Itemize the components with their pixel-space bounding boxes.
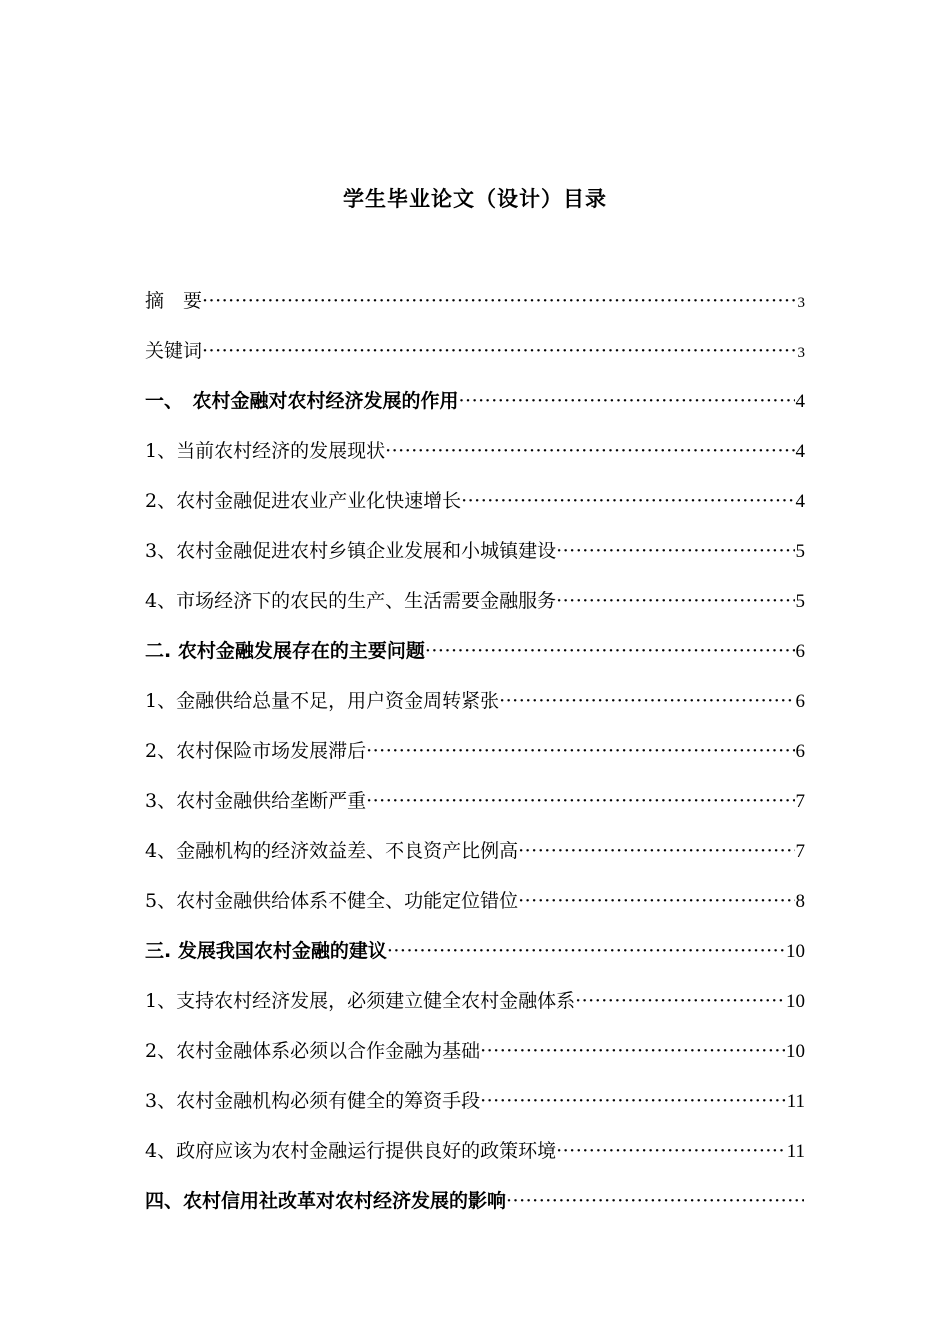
toc-leader-dots — [202, 333, 796, 369]
toc-entry-page: 11 — [786, 1091, 805, 1112]
toc-entry[interactable] — [145, 1133, 805, 1183]
toc-entry[interactable] — [145, 283, 805, 333]
toc-entry-label: 二. 农村金融发展存在的主要问题 — [145, 640, 425, 662]
toc-entry-label: 3、农村金融供给垄断严重 — [145, 790, 367, 812]
toc-entry-label: 4、政府应该为农村金融运行提供良好的政策环境 — [145, 1140, 557, 1162]
toc-entry-label: 三. 发展我国农村金融的建议 — [145, 940, 387, 962]
toc-entry-page: 4 — [795, 491, 805, 512]
toc-entry[interactable] — [145, 983, 805, 1033]
toc-section-entry[interactable] — [145, 383, 805, 433]
toc-entry-page: 10 — [786, 991, 805, 1012]
toc-leader-dots — [461, 483, 794, 519]
toc-entry-page: 3 — [797, 295, 805, 311]
toc-entry-page: 5 — [795, 591, 805, 612]
toc-entry[interactable] — [145, 833, 805, 883]
toc-leader-dots — [366, 783, 794, 819]
toc-entry-label: 5、农村金融供给体系不健全、功能定位错位 — [145, 890, 519, 912]
toc-entry-page: 6 — [795, 641, 805, 662]
toc-entry-label: 2、农村金融促进农业产业化快速增长 — [145, 490, 462, 512]
toc-leader-dots — [202, 283, 796, 319]
toc-entry[interactable] — [145, 333, 805, 383]
toc-entry-page: 4 — [795, 391, 805, 412]
toc-entry[interactable] — [145, 433, 805, 483]
toc-entry-page: 3 — [797, 345, 805, 361]
toc-leader-dots — [366, 733, 794, 769]
toc-entry-label: 摘 要 — [145, 290, 203, 312]
toc-entry-label: 一、 农村金融对农村经济发展的作用 — [145, 390, 459, 412]
toc-entry[interactable] — [145, 1083, 805, 1133]
toc-leader-dots — [425, 633, 795, 669]
toc-entry-label: 四、农村信用社改革对农村经济发展的影响 — [145, 1190, 507, 1212]
toc-leader-dots — [480, 1083, 786, 1119]
toc-section-entry[interactable] — [145, 933, 805, 983]
toc-entry-page: 8 — [795, 891, 805, 912]
toc-leader-dots — [556, 1133, 786, 1169]
toc-entry-label: 4、金融机构的经济效益差、不良资产比例高 — [145, 840, 519, 862]
toc-entry-page: 6 — [795, 691, 805, 712]
toc-entry-page: 7 — [795, 791, 805, 812]
toc-entry[interactable] — [145, 683, 805, 733]
toc-leader-dots — [387, 933, 785, 969]
toc-leader-dots — [480, 1033, 785, 1069]
toc-leader-dots — [518, 833, 794, 869]
toc-entry-page: 7 — [795, 841, 805, 862]
toc-entry[interactable] — [145, 533, 805, 583]
toc-leader-dots — [556, 533, 794, 569]
toc-entry-label: 4、市场经济下的农民的生产、生活需要金融服务 — [145, 590, 557, 612]
toc-entry-page: 6 — [795, 741, 805, 762]
toc-leader-dots — [499, 683, 794, 719]
toc-entry-page: 10 — [786, 1041, 805, 1062]
page-title: 学生毕业论文（设计）目录 — [343, 187, 607, 211]
toc-leader-dots — [506, 1183, 804, 1219]
toc-entry-page: 10 — [786, 941, 805, 962]
table-of-contents — [145, 283, 805, 1233]
toc-entry-page: 5 — [795, 541, 805, 562]
toc-section-entry[interactable] — [145, 633, 805, 683]
toc-entry-page: 11 — [786, 1141, 805, 1162]
toc-entry-label: 1、当前农村经济的发展现状 — [145, 440, 386, 462]
toc-section-entry[interactable] — [145, 1183, 805, 1233]
toc-entry[interactable] — [145, 883, 805, 933]
toc-entry-label: 关键词 — [145, 340, 203, 362]
toc-entry[interactable] — [145, 783, 805, 833]
toc-entry[interactable] — [145, 1033, 805, 1083]
toc-leader-dots — [556, 583, 794, 619]
toc-entry[interactable] — [145, 733, 805, 783]
toc-leader-dots — [385, 433, 794, 469]
toc-leader-dots — [518, 883, 794, 919]
toc-entry-label: 3、农村金融促进农村乡镇企业发展和小城镇建设 — [145, 540, 557, 562]
toc-entry-label: 2、农村金融体系必须以合作金融为基础 — [145, 1040, 481, 1062]
toc-entry-label: 3、农村金融机构必须有健全的筹资手段 — [145, 1090, 481, 1112]
toc-leader-dots — [459, 383, 795, 419]
toc-entry-label: 2、农村保险市场发展滞后 — [145, 740, 367, 762]
toc-entry-label: 1、金融供给总量不足，用户资金周转紧张 — [145, 690, 500, 712]
toc-entry-page: 4 — [795, 441, 805, 462]
toc-entry[interactable] — [145, 483, 805, 533]
toc-leader-dots — [575, 983, 785, 1019]
toc-entry[interactable] — [145, 583, 805, 633]
toc-entry-label: 1、支持农村经济发展，必须建立健全农村金融体系 — [145, 990, 576, 1012]
